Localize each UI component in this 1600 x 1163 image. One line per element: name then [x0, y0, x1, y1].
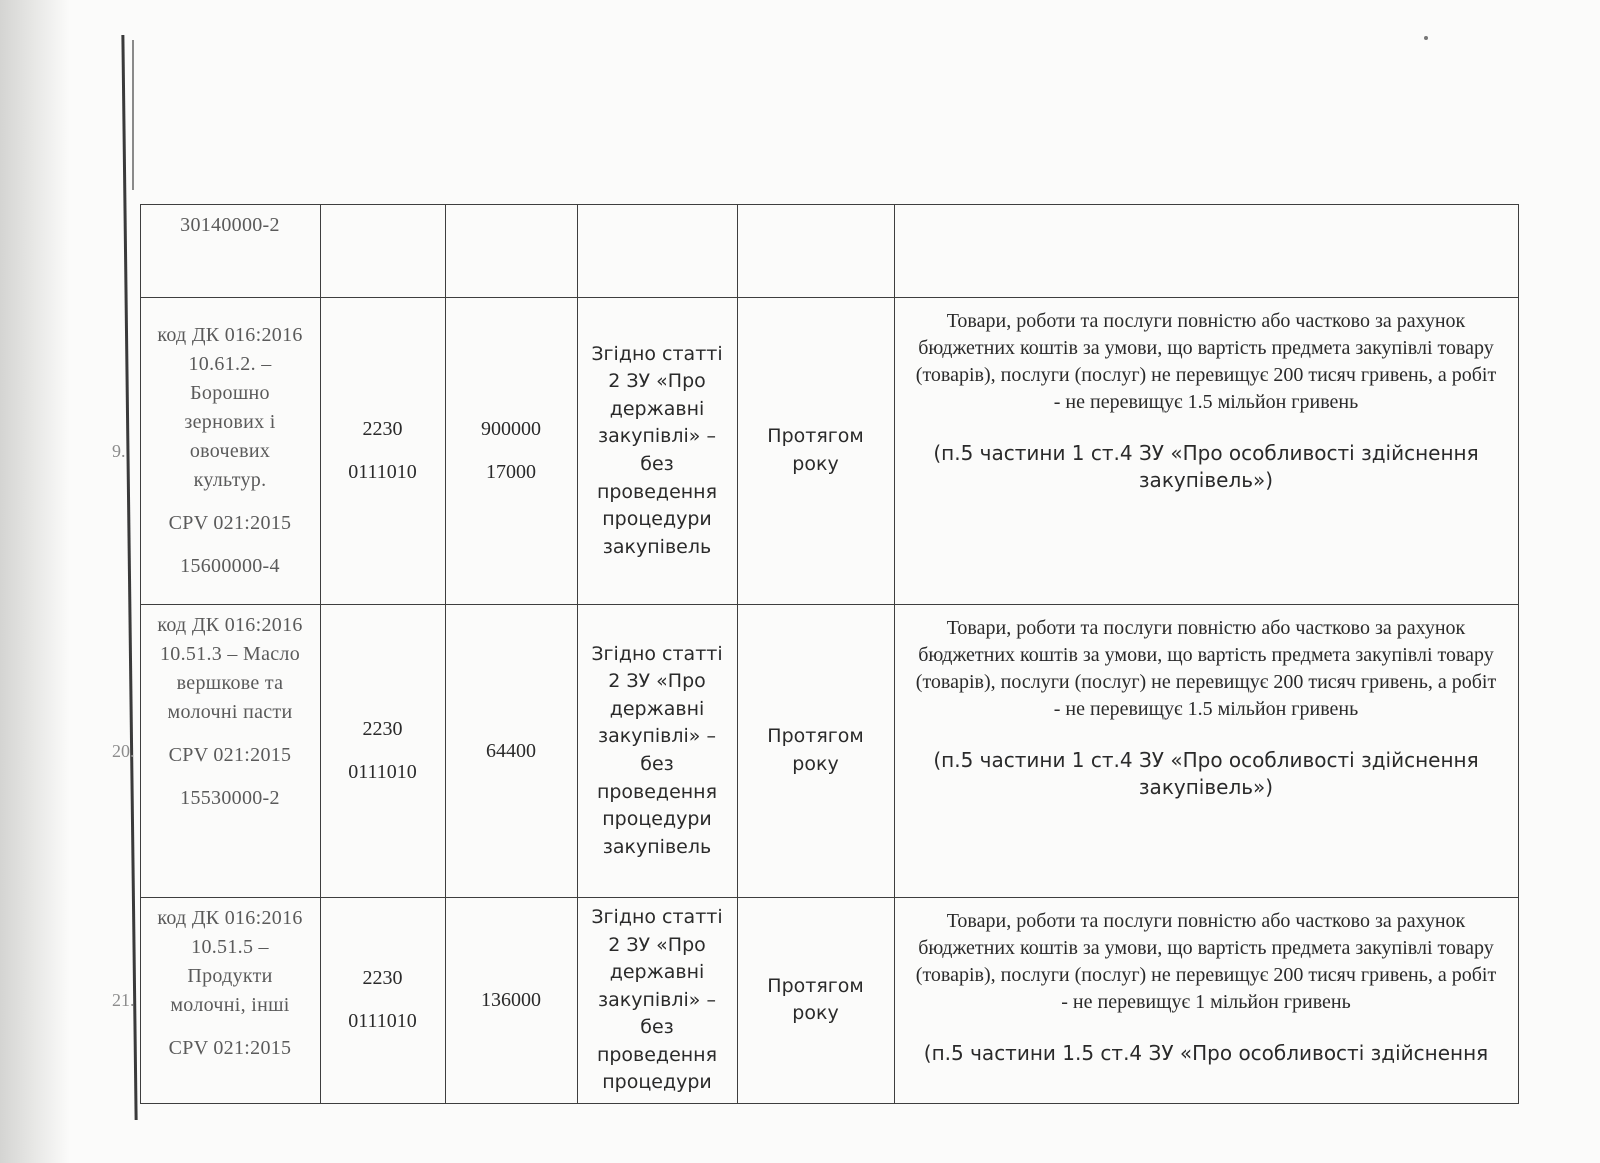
kpkv-code: 0111010 [348, 1010, 417, 1033]
kekv-cell [320, 298, 445, 605]
binding-edge-line [121, 35, 137, 1120]
code-line: молочні пасти [167, 701, 293, 723]
code-line: 10.61.2. – [188, 353, 272, 375]
cpv-label: CPV 021:2015 [168, 744, 292, 766]
note-text: Товари, роботи та послуги повністю або частково за рахунок бюджетних коштів за умови, що вартість предмета закупівлі товару (товарів), послуги (послуг) не перевищує 200 тисяч гривень, а робіт - не перевищує 1.5 мільйон гривень [915, 617, 1497, 720]
code-line: вершкове та [176, 672, 284, 694]
amount-cell [445, 605, 577, 898]
amount-value: 900000 [481, 418, 541, 440]
basis-cell [577, 298, 737, 605]
code-line: код ДК 016:2016 [157, 324, 303, 346]
cpv-label: CPV 021:2015 [168, 1037, 292, 1059]
basis-cell [577, 605, 737, 898]
basis-line: закупівель [602, 535, 712, 558]
code-line: овочевих [189, 440, 271, 462]
cpv-code-text: 15600000-4 [180, 555, 280, 577]
basis-line: процедури [602, 1071, 712, 1094]
basis-line: без [640, 1016, 674, 1039]
basis-line: без [640, 453, 674, 475]
basis-line: закупівлі» – [598, 725, 716, 748]
term-cell [737, 898, 894, 1104]
code-line: культур. [193, 469, 267, 491]
row-number: 9. [112, 440, 126, 461]
term-cell [737, 605, 894, 898]
basis-line: закупівлі» – [598, 988, 716, 1011]
term-line: Протягом [767, 425, 864, 448]
subject-code-cell [140, 605, 320, 898]
table-row [140, 605, 1518, 898]
note-reference: (п.5 частини 1.5 ст.4 ЗУ «Про особливості здійснення [923, 1041, 1489, 1065]
code-line: зернових і [184, 411, 276, 433]
note-cell [894, 605, 1518, 898]
kpkv-code: 0111010 [348, 461, 417, 483]
kekv-code: 2230 [362, 718, 403, 740]
basis-line: Згідно статті [591, 642, 723, 665]
code-line: 10.51.3 – Масло [159, 643, 301, 665]
term-cell [737, 205, 894, 298]
basis-line: державні [609, 397, 705, 420]
table-row [140, 898, 1518, 1104]
note-reference: (п.5 частини 1 ст.4 ЗУ «Про особливості здійснення закупівель») [933, 748, 1479, 799]
scan-speck [1424, 36, 1428, 40]
basis-line: процедури [602, 508, 712, 531]
note-text: Товари, роботи та послуги повністю або частково за рахунок бюджетних коштів за умови, що вартість предмета закупівлі товару (товарів), послуги (послуг) не перевищує 200 тисяч гривень, а робіт - не перевищує 1 мільйон гривень [915, 910, 1497, 1013]
amount-cell [445, 298, 577, 605]
note-cell [894, 298, 1518, 605]
code-line: код ДК 016:2016 [157, 614, 303, 636]
binding-shadow [0, 0, 70, 1163]
basis-line: державні [609, 697, 705, 720]
basis-line: 2 ЗУ «Про [608, 933, 706, 956]
code-line: молочні, інші [170, 994, 290, 1016]
kekv-cell [320, 205, 445, 298]
cpv-label: CPV 021:2015 [168, 512, 292, 534]
table-row-top [140, 205, 1518, 298]
basis-line: проведення [596, 780, 718, 803]
subject-code-cell [140, 205, 320, 298]
note-cell [894, 205, 1518, 298]
amount-value: 136000 [481, 988, 541, 1011]
basis-line: 2 ЗУ «Про [608, 670, 706, 693]
amount-value: 64400 [486, 739, 536, 762]
kekv-cell [320, 898, 445, 1104]
kpkv-code: 0111010 [348, 761, 417, 783]
code-line: код ДК 016:2016 [157, 907, 303, 929]
cpv-code-text: 15530000-2 [180, 787, 280, 809]
basis-line: закупівлі» – [598, 425, 716, 448]
basis-line: проведення [596, 1043, 718, 1066]
amount-cell [445, 898, 577, 1104]
procurement-table [112, 204, 1519, 1104]
term-line: року [792, 453, 839, 475]
code-line: Борошно [190, 382, 270, 404]
basis-cell [577, 205, 737, 298]
basis-cell [577, 898, 737, 1104]
basis-line: державні [609, 961, 705, 984]
code-line: 10.51.5 – [191, 936, 269, 958]
code-line: Продукти [187, 965, 273, 987]
term-line: Протягом [767, 725, 864, 748]
subject-code-cell [140, 898, 320, 1104]
basis-line: без [640, 753, 674, 775]
subject-code-cell [140, 298, 320, 605]
amount-cell [445, 205, 577, 298]
term-cell [737, 298, 894, 605]
basis-line: проведення [596, 480, 718, 503]
note-reference: (п.5 частини 1 ст.4 ЗУ «Про особливості здійснення закупівель») [933, 441, 1479, 492]
basis-line: закупівель [602, 835, 712, 858]
basis-line: Згідно статті [591, 342, 723, 365]
table-row [140, 298, 1518, 605]
term-line: року [792, 753, 839, 775]
term-line: Протягом [767, 974, 864, 997]
basis-line: процедури [602, 808, 712, 831]
row-number: 20. [112, 740, 135, 761]
amount-value: 17000 [486, 461, 536, 483]
term-line: року [792, 1002, 839, 1025]
note-text: Товари, роботи та послуги повністю або частково за рахунок бюджетних коштів за умови, що вартість предмета закупівлі товару (товарів), послуги (послуг) не перевищує 200 тисяч гривень, а робіт - не перевищує 1.5 мільйон гривень [915, 310, 1497, 413]
basis-line: Згідно статті [591, 906, 723, 928]
kekv-cell [320, 605, 445, 898]
basis-line: 2 ЗУ «Про [608, 370, 706, 393]
kekv-code: 2230 [362, 418, 403, 440]
kekv-code: 2230 [362, 967, 403, 990]
cpv-code-text: 30140000-2 [180, 214, 280, 236]
row-number: 21. [112, 990, 135, 1011]
binding-edge-shade [132, 40, 134, 190]
note-cell [894, 898, 1518, 1104]
